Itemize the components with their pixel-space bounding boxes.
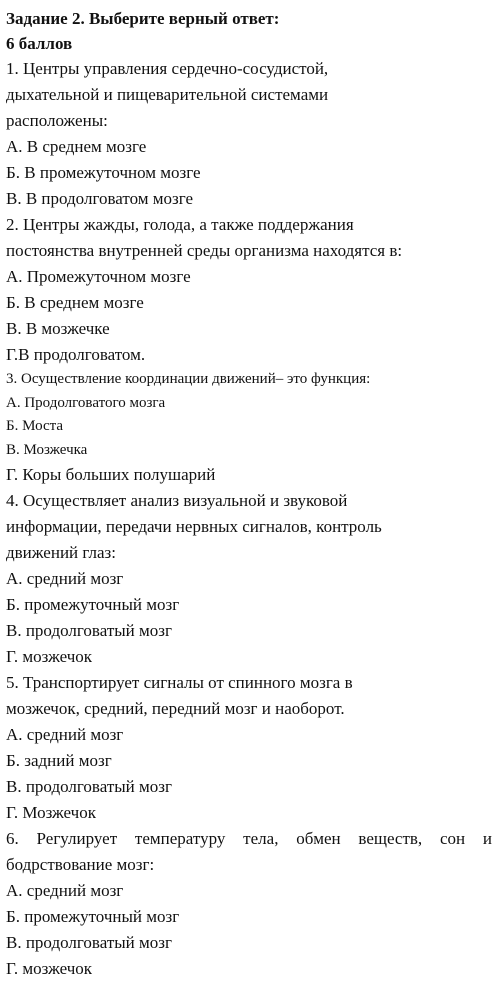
question-text-line: мозжечок, средний, передний мозг и наоборот. (6, 699, 345, 718)
question-1 (6, 56, 492, 212)
question-text-line: бодрствование мозг: (6, 855, 155, 874)
answer-option: А. Промежуточном мозге (6, 267, 191, 286)
answer-option: Г.В продолговатом. (6, 345, 146, 364)
question-text-line: 6. Регулирует температуру тела, обмен веществ, сон и (6, 829, 492, 848)
answer-option: Г. мозжечок (6, 647, 93, 666)
answer-option: А. средний мозг (6, 569, 124, 588)
answer-option: А. Продолговатого мозга (6, 394, 166, 411)
answer-option: Г. Коры больших полушарий (6, 465, 216, 484)
question-text-line: 4. Осуществляет анализ визуальной и звуковой (6, 491, 348, 510)
task-points: 6 баллов (6, 34, 73, 53)
question-3-last-option (6, 462, 492, 488)
answer-option: Б. Моста (6, 418, 64, 434)
answer-option: В. В мозжечке (6, 319, 110, 338)
answer-option: В. продолговатый мозг (6, 777, 172, 796)
question-text-line: 1. Центры управления сердечно-сосудистой, (6, 59, 329, 78)
question-3 (6, 368, 492, 462)
task-title: Задание 2. Выберите верный ответ: (6, 9, 280, 28)
answer-option: А. В среднем мозге (6, 137, 147, 156)
question-text-line: дыхательной и пищеварительной системами (6, 85, 329, 104)
answer-option: В. продолговатый мозг (6, 621, 172, 640)
answer-option: Г. мозжечок (6, 959, 93, 978)
answer-option: В. продолговатый мозг (6, 933, 172, 952)
answer-option: Б. задний мозг (6, 751, 112, 770)
answer-option: Б. В промежуточном мозге (6, 163, 201, 182)
question-text-line: 3. Осуществление координации движений– это функция: (6, 371, 371, 387)
question-5 (6, 670, 492, 826)
question-2 (6, 212, 492, 368)
answer-option: А. средний мозг (6, 725, 124, 744)
answer-option: Б. промежуточный мозг (6, 907, 180, 926)
question-6 (6, 826, 492, 982)
question-text-line: информации, передачи нервных сигналов, контроль (6, 517, 382, 536)
answer-option: А. средний мозг (6, 881, 124, 900)
answer-option: Б. В среднем мозге (6, 293, 144, 312)
answer-option: Г. Мозжечок (6, 803, 96, 822)
question-text-line: движений глаз: (6, 543, 116, 562)
answer-option: В. Мозжечка (6, 441, 88, 458)
question-text-line: расположены: (6, 111, 108, 130)
answer-option: В. В продолговатом мозге (6, 189, 194, 208)
question-text-line: постоянства внутренней среды организма находятся в: (6, 241, 403, 260)
question-4 (6, 488, 492, 670)
question-text-line: 5. Транспортирует сигналы от спинного мозга в (6, 673, 353, 692)
answer-option: Б. промежуточный мозг (6, 595, 180, 614)
question-text-line: 2. Центры жажды, голода, а также поддержания (6, 215, 354, 234)
